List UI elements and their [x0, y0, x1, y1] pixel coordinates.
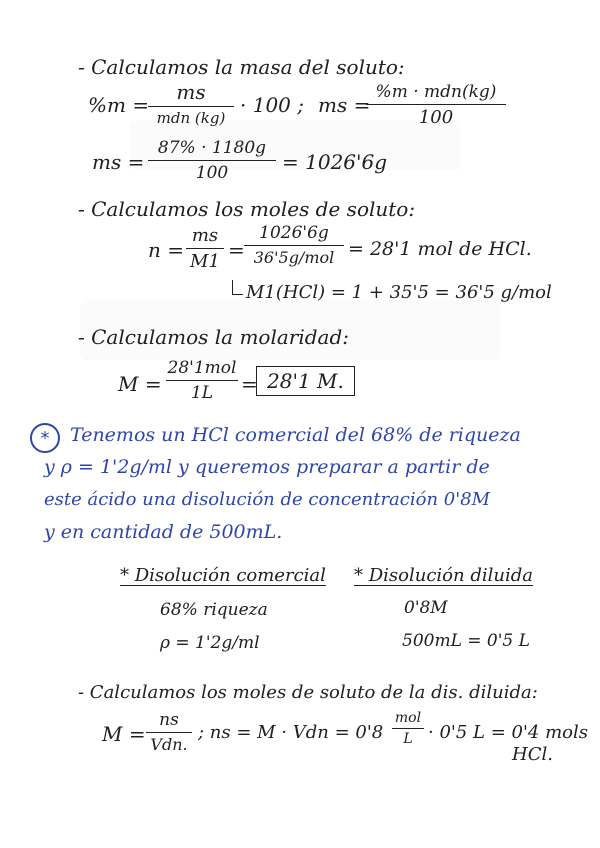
fraction-numerator: ms: [191, 225, 219, 246]
eq-ns-result: · 0'5 L = 0'4 mols: [428, 722, 588, 743]
eq-ns-formula: ; ns = M · Vdn = 0'8: [198, 722, 384, 743]
diluted-volume: 500mL = 0'5 L: [402, 631, 530, 651]
fraction-numerator: ms: [176, 80, 206, 104]
fraction-bar: [392, 728, 424, 729]
fraction-denominator: M1: [190, 251, 220, 272]
commercial-density: ρ = 1'2g/ml: [160, 633, 260, 653]
fraction-bar: [148, 106, 234, 107]
fraction-ms-values: [148, 138, 276, 183]
fraction-numerator: 28'1mol: [167, 358, 237, 378]
fraction-denominator: 36'5g/mol: [253, 248, 335, 267]
eq-ms-label: ms =: [318, 93, 371, 117]
fraction-molarity: [166, 358, 238, 403]
fraction-numerator: ns: [159, 710, 179, 730]
arrow-hook: [232, 280, 243, 295]
problem-line-4: y en cantidad de 500mL.: [44, 521, 283, 543]
problem-line-3: este ácido una disolución de concentración 0'8M: [44, 489, 491, 510]
fraction-bar: [186, 248, 224, 249]
fraction-denominator: 100: [418, 107, 454, 128]
commercial-richness: 68% riqueza: [160, 600, 268, 620]
fraction-numerator: mol: [394, 710, 422, 726]
fraction-numerator: 87% · 1180g: [157, 138, 267, 158]
eq-percent-m: %m =: [88, 93, 150, 117]
fraction-denominator: mdn (kg): [156, 109, 226, 127]
fraction-ms-over-M1: [186, 225, 224, 272]
section-title-diluted-moles: - Calculamos los moles de soluto de la dis. diluida:: [78, 682, 538, 703]
eq-ms-result: = 1026'6g: [282, 150, 388, 174]
fraction-denominator: 100: [195, 163, 229, 183]
fraction-denominator: L: [403, 731, 413, 747]
problem-line-1: Tenemos un HCl comercial del 68% de riqueza: [70, 424, 521, 446]
eq-n-label: n =: [148, 238, 184, 262]
eq-equals: =: [228, 238, 245, 262]
problem-line-2: y ρ = 1'2g/ml y queremos preparar a partir de: [44, 456, 490, 478]
fraction-numerator: 1026'6g: [259, 223, 329, 243]
star-circle-icon: *: [30, 423, 60, 453]
eq-moles-result: = 28'1 mol de HCl.: [348, 238, 532, 260]
eq-ns-hcl: HCl.: [512, 744, 553, 765]
eq-M-label: M =: [118, 372, 162, 396]
fraction-ms-over-mdn: [148, 80, 234, 127]
eq-times-100: · 100 ;: [240, 93, 304, 117]
diluted-concentration: 0'8M: [404, 598, 448, 618]
eq-ms-result-label: ms =: [92, 150, 145, 174]
eq-M-label-2: M =: [102, 722, 146, 746]
fraction-bar: [166, 380, 238, 381]
fraction-numerator: %m · mdn(kg): [375, 82, 497, 102]
section-title-molarity: - Calculamos la molaridad:: [78, 325, 349, 349]
fraction-bar: [244, 245, 344, 246]
molar-mass-hcl: M1(HCl) = 1 + 35'5 = 36'5 g/mol: [246, 282, 552, 303]
fraction-bar: [366, 104, 506, 105]
heading-commercial-solution: * Disolución comercial: [120, 565, 326, 586]
fraction-mol-per-L: [392, 710, 424, 747]
molarity-result-box: 28'1 M.: [256, 366, 355, 396]
fraction-moles-values: [244, 223, 344, 267]
heading-diluted-solution: * Disolución diluida: [354, 565, 533, 586]
section-title-mass: - Calculamos la masa del soluto:: [78, 55, 405, 79]
fraction-ns-over-vdn: [146, 710, 192, 754]
fraction-ms-formula: [366, 82, 506, 128]
eq-equals: =: [241, 372, 258, 396]
fraction-denominator: 1L: [190, 383, 214, 403]
fraction-bar: [148, 160, 276, 161]
section-title-moles: - Calculamos los moles de soluto:: [78, 197, 416, 221]
fraction-denominator: Vdn.: [150, 735, 188, 754]
fraction-bar: [146, 732, 192, 733]
